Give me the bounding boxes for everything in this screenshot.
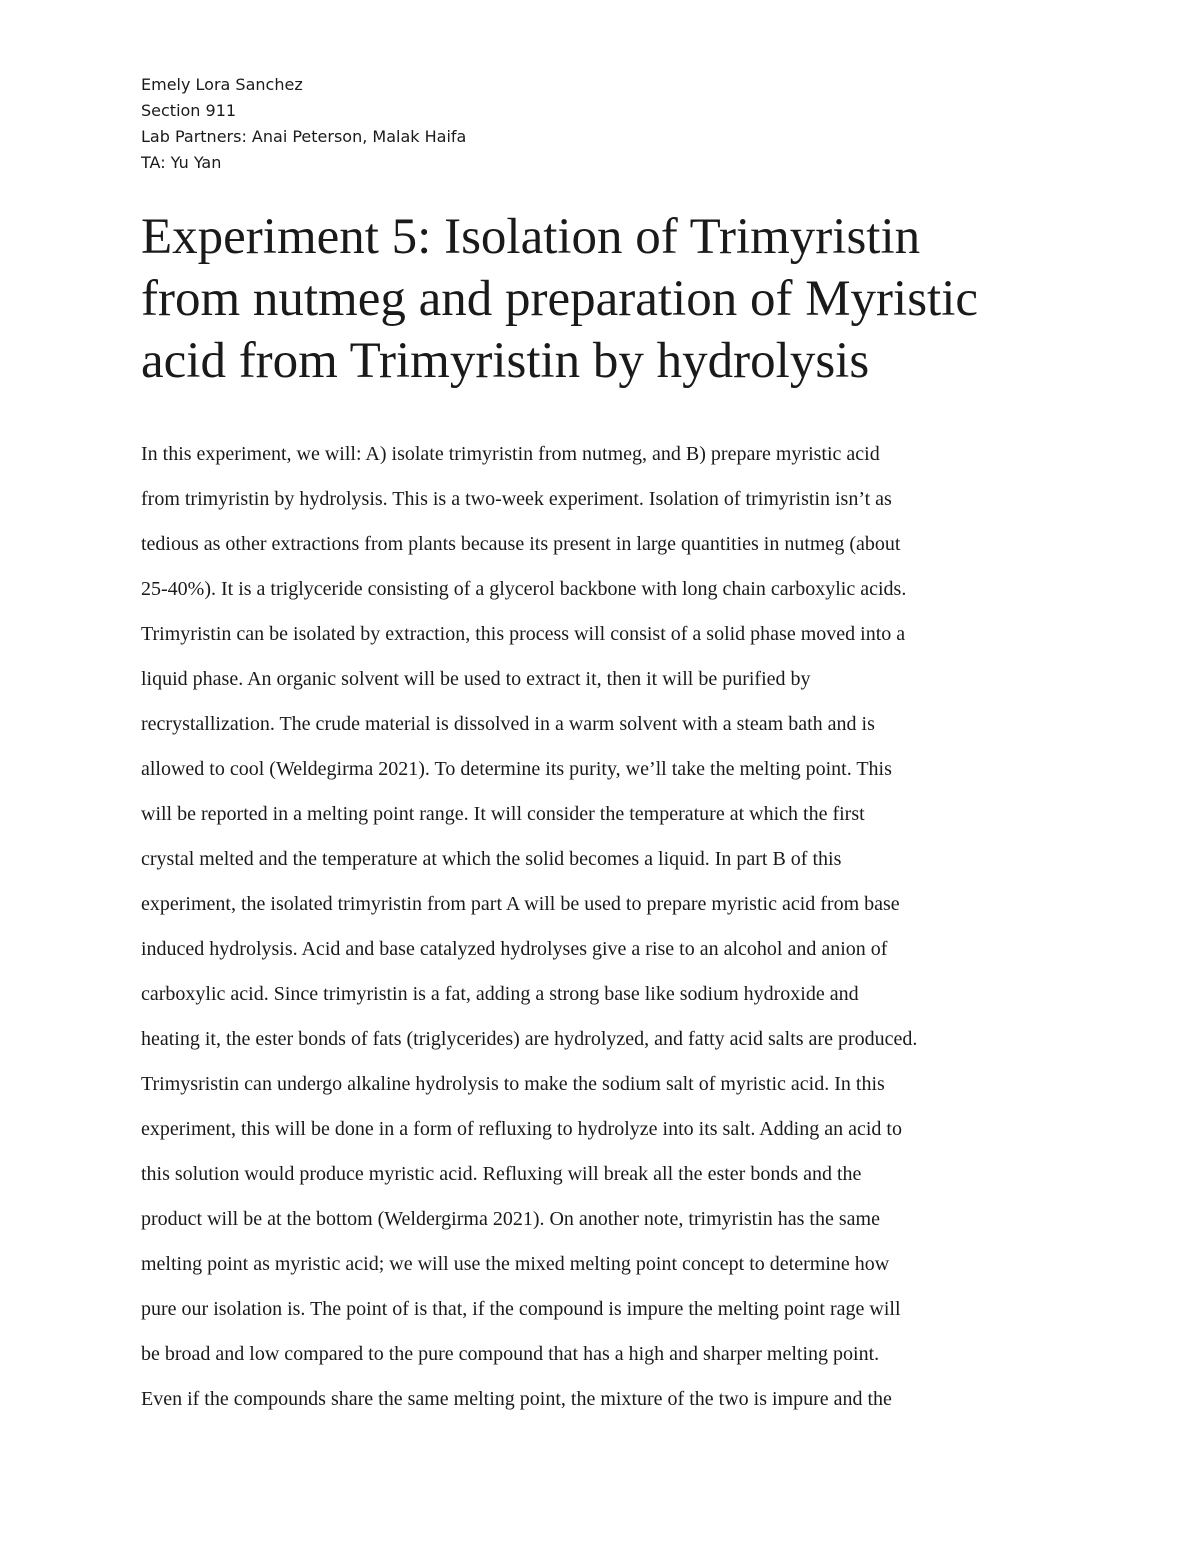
body-line: carboxylic acid. Since trimyristin is a fat, adding a strong base like sodium hydroxide and [141, 983, 859, 1005]
title-line: Experiment 5: Isolation of Trimyristin [141, 209, 921, 265]
body-line: melting point as myristic acid; we will use the mixed melting point concept to determine how [141, 1253, 890, 1275]
body-line: product will be at the bottom (Weldergirma 2021). On another note, trimyristin has the same [141, 1208, 880, 1230]
body-line: Trimysristin can undergo alkaline hydrolysis to make the sodium salt of myristic acid. In this [141, 1073, 885, 1095]
document-title [141, 206, 1091, 392]
body-line: pure our isolation is. The point of is that, if the compound is impure the melting point rage will [141, 1298, 901, 1320]
body-line: In this experiment, we will: A) isolate trimyristin from nutmeg, and B) prepare myristic acid [141, 443, 880, 465]
document-header [141, 72, 941, 176]
body-line: experiment, this will be done in a form of refluxing to hydrolyze into its salt. Adding an acid to [141, 1118, 902, 1140]
body-line: Even if the compounds share the same melting point, the mixture of the two is impure and the [141, 1388, 892, 1410]
body-line: tedious as other extractions from plants because its present in large quantities in nutmeg (about [141, 533, 901, 555]
body-line: heating it, the ester bonds of fats (triglycerides) are hydrolyzed, and fatty acid salts are produced. [141, 1028, 918, 1050]
body-line: liquid phase. An organic solvent will be used to extract it, then it will be purified by [141, 668, 811, 690]
body-line: induced hydrolysis. Acid and base catalyzed hydrolyses give a rise to an alcohol and anion of [141, 938, 888, 960]
body-line: allowed to cool (Weldegirma 2021). To determine its purity, we’ll take the melting point. This [141, 758, 892, 780]
body-line: experiment, the isolated trimyristin from part A will be used to prepare myristic acid from base [141, 893, 900, 915]
body-line: be broad and low compared to the pure compound that has a high and sharper melting point. [141, 1343, 880, 1365]
section-number: Section 911 [141, 101, 237, 120]
body-line: from trimyristin by hydrolysis. This is a two-week experiment. Isolation of trimyristin isn’t as [141, 488, 892, 510]
title-line: from nutmeg and preparation of Myristic [141, 271, 979, 327]
body-line: this solution would produce myristic acid. Refluxing will break all the ester bonds and the [141, 1163, 862, 1185]
lab-partners: Lab Partners: Anai Peterson, Malak Haifa [141, 127, 467, 146]
body-line: 25-40%). It is a triglyceride consisting of a glycerol backbone with long chain carboxylic acids. [141, 578, 907, 600]
body-line: will be reported in a melting point range. It will consider the temperature at which the first [141, 803, 865, 825]
author-name: Emely Lora Sanchez [141, 75, 303, 94]
teaching-assistant: TA: Yu Yan [141, 153, 222, 172]
body-line: recrystallization. The crude material is dissolved in a warm solvent with a steam bath and is [141, 713, 875, 735]
body-paragraph [141, 432, 1071, 1422]
body-line: Trimyristin can be isolated by extraction, this process will consist of a solid phase moved into a [141, 623, 906, 645]
title-line: acid from Trimyristin by hydrolysis [141, 333, 870, 389]
body-line: crystal melted and the temperature at which the solid becomes a liquid. In part B of this [141, 848, 842, 870]
